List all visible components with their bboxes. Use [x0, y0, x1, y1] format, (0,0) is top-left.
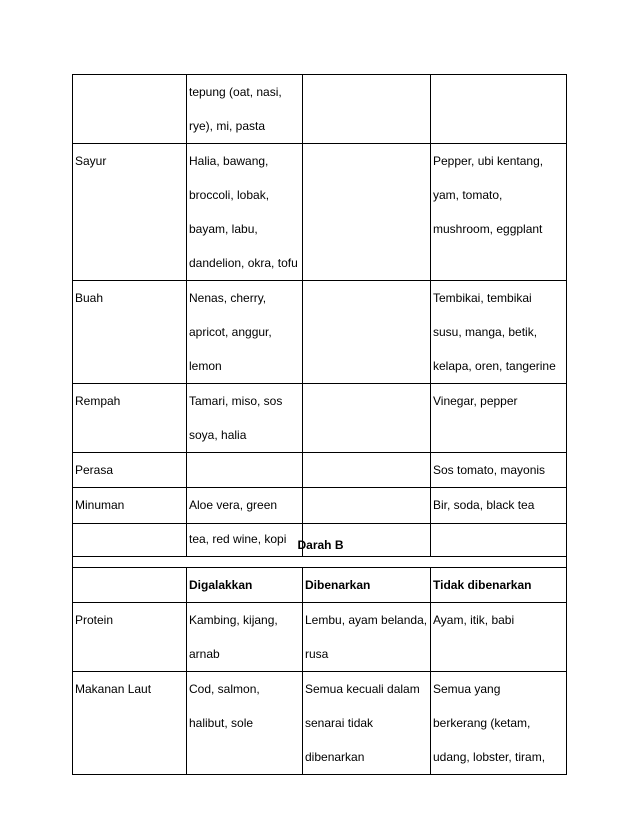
cell-line: tea, red wine, kopi	[189, 532, 287, 546]
cell-line	[75, 740, 186, 774]
table-row	[73, 453, 567, 488]
cell-line: bayam, labu,	[189, 222, 258, 236]
table-row	[73, 144, 567, 281]
cell-line	[305, 453, 430, 487]
cell-line: mushroom, eggplant	[433, 222, 543, 236]
cell-line: Vinegar, pepper	[433, 394, 518, 408]
cell-line: Minuman	[75, 498, 125, 512]
recommended-cell	[187, 75, 303, 144]
cell-line	[305, 384, 430, 418]
cell-line: rye), mi, pasta	[189, 119, 266, 133]
cell-line	[433, 637, 566, 671]
table-row	[73, 384, 567, 453]
cell-line	[305, 144, 430, 178]
cell-line: Halia, bawang,	[189, 154, 269, 168]
allowed-cell	[303, 75, 431, 144]
cell-line: soya, halia	[189, 428, 247, 442]
allowed-cell	[303, 281, 431, 384]
cell-line	[75, 349, 186, 383]
cell-line: yam, tomato,	[433, 188, 503, 202]
recommended-cell	[187, 672, 303, 775]
table-row	[73, 603, 567, 672]
cell-line	[305, 488, 430, 522]
cell-line: Lembu, ayam belanda,	[305, 613, 428, 627]
cell-line	[305, 178, 430, 212]
allowed-cell	[303, 672, 431, 775]
category-cell	[73, 281, 187, 384]
food-table-continued	[72, 74, 567, 557]
cell-line: Makanan Laut	[75, 682, 152, 696]
cell-line	[75, 178, 186, 212]
cell-line: Nenas, cherry,	[189, 291, 267, 305]
cell-line: Tembikai, tembikai	[433, 291, 532, 305]
cell-line	[305, 418, 430, 452]
cell-line: lemon	[189, 359, 222, 373]
table-row	[73, 281, 567, 384]
cell-line	[305, 246, 430, 280]
header-cell-category	[73, 568, 187, 603]
cell-line	[75, 212, 186, 246]
allowed-cell	[303, 453, 431, 488]
table-title: Darah B	[73, 524, 567, 568]
not-allowed-cell	[431, 672, 567, 775]
allowed-cell	[303, 603, 431, 672]
cell-line: dibenarkan	[305, 750, 365, 764]
table-body	[73, 75, 567, 557]
category-cell	[73, 384, 187, 453]
header-cell-recommended: Digalakkan	[187, 568, 303, 603]
cell-line: apricot, anggur,	[189, 325, 272, 339]
cell-line	[75, 418, 186, 452]
cell-line: senarai tidak	[305, 716, 374, 730]
allowed-cell	[303, 384, 431, 453]
recommended-cell	[187, 144, 303, 281]
cell-line	[75, 75, 186, 109]
cell-line: Kambing, kijang,	[189, 613, 278, 627]
cell-line	[305, 281, 430, 315]
cell-line: Protein	[75, 613, 114, 627]
not-allowed-cell	[431, 144, 567, 281]
cell-line: Ayam, itik, babi	[433, 613, 515, 627]
cell-line: halibut, sole	[189, 716, 254, 730]
category-cell	[73, 144, 187, 281]
cell-line: berkerang (ketam,	[433, 716, 531, 730]
cell-line: rusa	[305, 647, 329, 661]
cell-line	[305, 212, 430, 246]
cell-line: Tamari, miso, sos	[189, 394, 283, 408]
cell-line: Semua kecuali dalam	[305, 682, 420, 696]
category-cell	[73, 75, 187, 144]
cell-line	[433, 109, 566, 143]
cell-line	[75, 246, 186, 280]
recommended-cell	[187, 281, 303, 384]
not-allowed-cell	[431, 603, 567, 672]
cell-line: kelapa, oren, tangerine	[433, 359, 556, 373]
cell-line	[75, 315, 186, 349]
cell-line: Aloe vera, green	[189, 498, 278, 512]
cell-line: Sos tomato, mayonis	[433, 463, 546, 477]
blood-type-b-table	[72, 523, 567, 775]
recommended-cell	[187, 603, 303, 672]
cell-line	[305, 75, 430, 109]
table-body	[73, 603, 567, 775]
not-allowed-cell	[431, 453, 567, 488]
table-header-row	[73, 568, 567, 603]
category-cell	[73, 603, 187, 672]
header-cell-not-allowed: Tidak dibenarkan	[431, 568, 567, 603]
allowed-cell	[303, 144, 431, 281]
cell-line: Bir, soda, black tea	[433, 498, 535, 512]
not-allowed-cell	[431, 75, 567, 144]
cell-line: Rempah	[75, 394, 121, 408]
cell-line	[433, 418, 566, 452]
not-allowed-cell	[431, 281, 567, 384]
cell-line: broccoli, lobak,	[189, 188, 270, 202]
cell-line	[305, 315, 430, 349]
cell-line: Perasa	[75, 463, 114, 477]
cell-line: Cod, salmon,	[189, 682, 260, 696]
cell-line	[305, 109, 430, 143]
cell-line: Semua yang	[433, 682, 501, 696]
cell-line	[189, 740, 302, 774]
cell-line: Sayur	[75, 154, 107, 168]
cell-line	[75, 706, 186, 740]
table-row	[73, 75, 567, 144]
cell-line	[75, 637, 186, 671]
cell-line: susu, manga, betik,	[433, 325, 538, 339]
recommended-cell	[187, 384, 303, 453]
cell-line	[433, 75, 566, 109]
header-cell-allowed: Dibenarkan	[303, 568, 431, 603]
cell-line: tepung (oat, nasi,	[189, 85, 282, 99]
table-title-row	[73, 524, 567, 568]
category-cell	[73, 453, 187, 488]
cell-line	[305, 349, 430, 383]
cell-line	[75, 109, 186, 143]
not-allowed-cell	[431, 384, 567, 453]
cell-line: arnab	[189, 647, 220, 661]
cell-line: dandelion, okra, tofu	[189, 256, 298, 270]
cell-line: Pepper, ubi kentang,	[433, 154, 544, 168]
cell-line: Buah	[75, 291, 104, 305]
cell-line	[189, 453, 302, 487]
recommended-cell	[187, 453, 303, 488]
category-cell	[73, 672, 187, 775]
cell-line	[433, 246, 566, 280]
cell-line: udang, lobster, tiram,	[433, 750, 546, 764]
table-row	[73, 672, 567, 775]
